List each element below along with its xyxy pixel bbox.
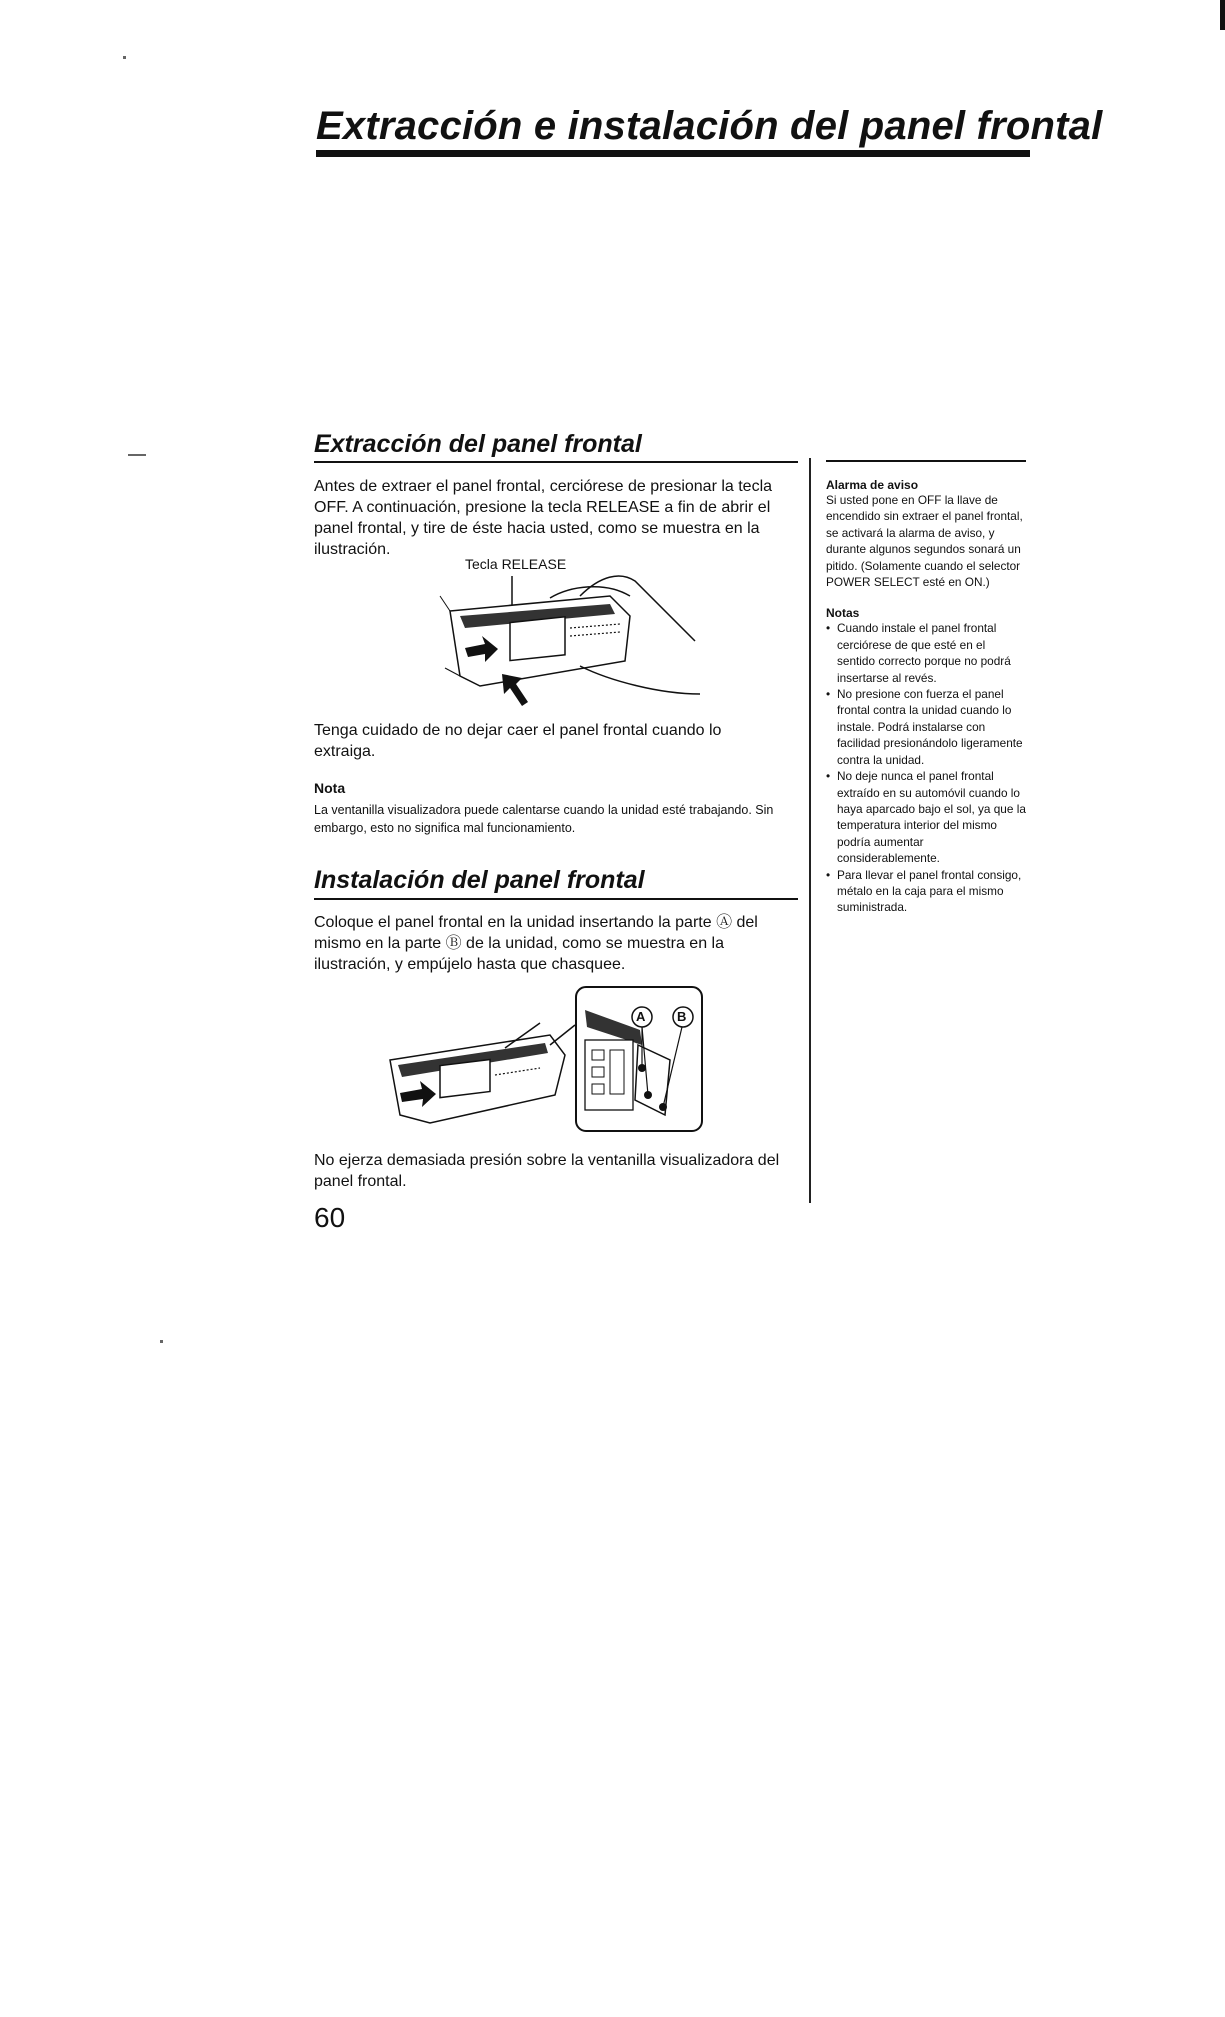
removal-illustration [430,556,710,716]
page-number: 60 [314,1202,346,1233]
part-b-label: B [677,1009,687,1024]
scan-speck [160,1340,163,1343]
panel-installation-drawing [380,985,710,1135]
note-item: • Cuando instale el panel frontal cerciórese de que esté en el sentido correcto porque no podrá insertarse al revés. [826,620,1026,686]
title-rule [316,150,1030,157]
column-divider [809,458,811,1203]
notes-title: Notas [826,606,860,621]
alarm-text: Si usted pone en OFF la llave de encendido sin extraer el panel frontal, se activará la alarma de aviso, y durante algunos segundos sonará un pitido. (Solamente cuando el selector POWER SELECT esté en ON.) [826,493,1023,590]
removal-section-rule [314,461,798,463]
removal-note-title: Nota [314,780,346,796]
page-title: Extracción e instalación del panel frontal [316,104,1103,148]
alarm-title: Alarma de aviso [826,478,919,492]
removal-paragraph: Antes de extraer el panel frontal, cerciórese de presionar la tecla OFF. A continuación, presione la tecla RELEASE a fin de abrir el panel frontal, y tire de éste hacia usted, como se muestra en la ilustración. [314,478,773,558]
removal-caution: Tenga cuidado de no dejar caer el panel frontal cuando lo extraiga. [314,722,722,760]
note-item: • No deje nunca el panel frontal extraído en su automóvil cuando lo haya aparcado bajo el sol, ya que la temperatura interior del mismo podría aumentar considerablemente. [826,768,1026,866]
sidebar-rule [826,460,1026,462]
note-item: • Para llevar el panel frontal consigo, métalo en la caja para el mismo suministrada. [826,867,1026,916]
scan-edge-mark [1220,0,1225,30]
installation-caution: No ejerza demasiada presión sobre la ventanilla visualizadora del panel frontal. [314,1152,780,1190]
scan-speck [123,56,126,59]
installation-section-rule [314,898,798,900]
part-a-label: A [636,1009,646,1024]
release-key-label: Tecla RELEASE [465,556,567,572]
note-item: • No presione con fuerza el panel frontal contra la unidad cuando lo instale. Podrá instalarse con facilidad presionándolo ligeramente contra la unidad. [826,686,1026,768]
installation-paragraph: Coloque el panel frontal en la unidad insertando la parte Ⓐ del mismo en la parte Ⓑ de la unidad, como se muestra en la ilustración, y empújelo hasta que chasquee. [314,914,758,973]
installation-illustration [380,985,710,1135]
scan-speck [128,454,146,456]
removal-section-title: Extracción del panel frontal [314,430,642,458]
removal-note-text: La ventanilla visualizadora puede calentarse cuando la unidad esté trabajando. Sin embargo, esto no significa mal funcionamiento. [314,803,774,835]
installation-section-title: Instalación del panel frontal [314,866,645,894]
sidebar [826,478,1026,916]
notes-list [826,620,1026,915]
panel-removal-drawing [430,556,710,716]
